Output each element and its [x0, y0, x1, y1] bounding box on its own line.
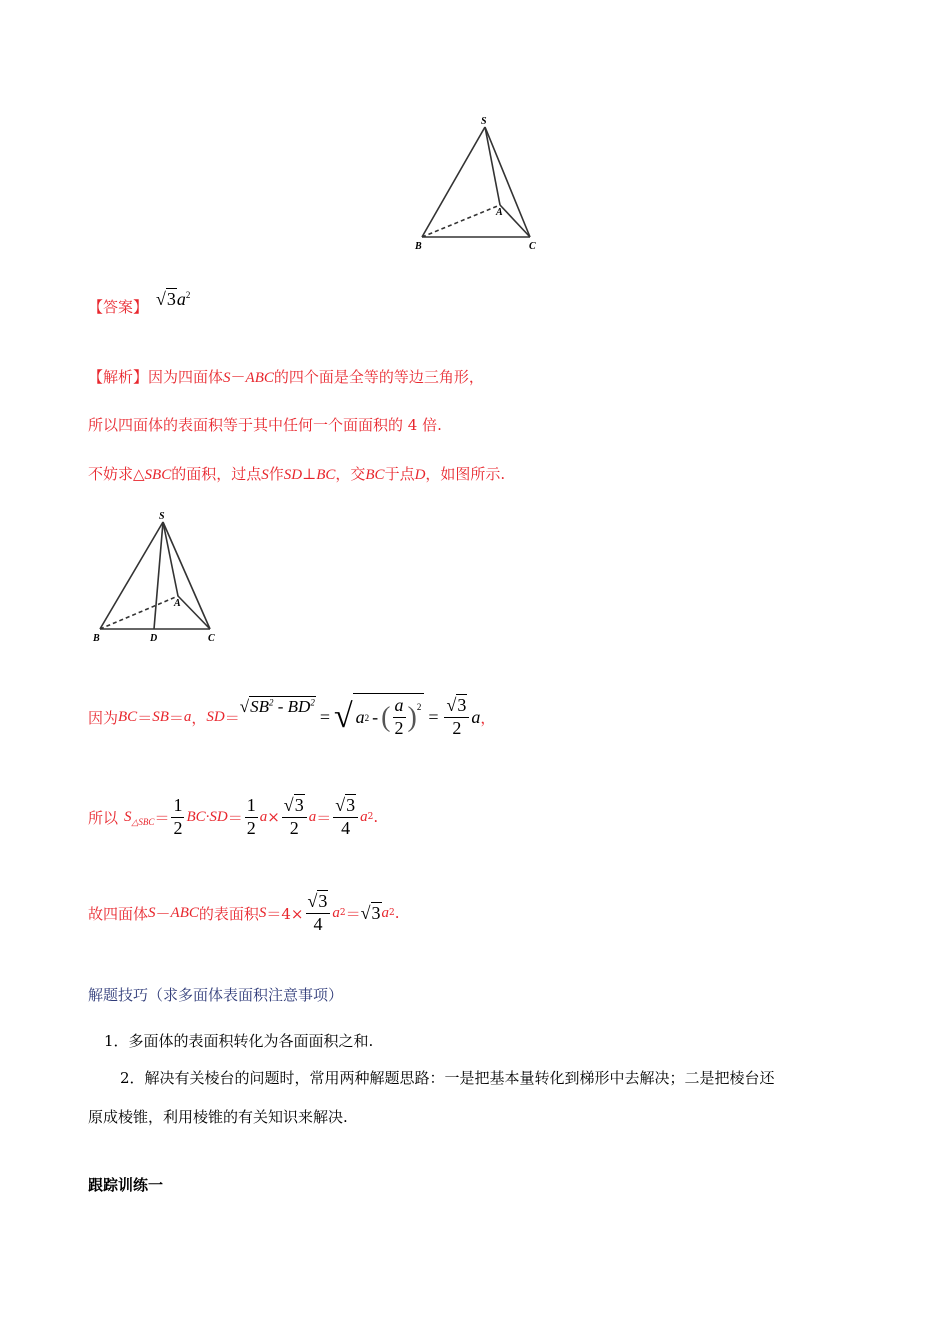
label-c: C — [208, 633, 215, 644]
tips-item-2b: 原成棱锥，利用棱锥的有关知识来解决. — [88, 1108, 348, 1126]
label-b: B — [93, 633, 100, 644]
label-c: C — [529, 241, 536, 252]
tetrahedron-figure-1 — [405, 112, 555, 257]
label-s: S — [481, 116, 487, 127]
equation-line-3: 故四面体 S － ABC 的表面积 S ＝4× $\frac{√3}{4}$ a 2 ＝ √3 a 2 . — [88, 890, 400, 934]
edge-ac — [178, 596, 210, 629]
label-a: A — [496, 207, 503, 218]
tips-item-2a: 2．解决有关棱台的问题时，常用两种解题思路：一是把基本量转化到梯形中去解决；二是把棱台还 — [120, 1069, 775, 1087]
label-d: D — [150, 633, 158, 644]
tips-item-1: 1．多面体的表面积转化为各面面积之和. — [104, 1032, 374, 1050]
answer-line — [88, 289, 191, 317]
label-b: B — [415, 241, 422, 252]
answer-value: $√3a^2$ — [156, 289, 191, 309]
edge-ba-hidden — [422, 205, 500, 237]
frac-sqrt3-over-2: $\frac{√3}{2}$ — [444, 696, 469, 739]
edge-sd — [154, 522, 163, 629]
sqrt-a-frac: √ a 2 - ( $\frac{a}{2}$ ) $^2$ — [334, 693, 424, 741]
edge-sa — [163, 522, 178, 596]
equation-line-2: 所以 S △SBC ＝ $\frac{1}{2}$ BC·SD ＝ $\frac{1}{2}$ a × $\frac{√3}{2}$ a ＝ $\frac{√3}{4}$ a 2 . — [88, 794, 379, 838]
equation-line-1: 因为 BC ＝ SB ＝ a ， SD ＝ $√SB^2 - BD^2$ = √ a 2 - ( $\frac{a}{2}$ ) $^2$ = $\frac{√3}{2}$ a ， — [88, 690, 495, 744]
edge-sb — [100, 522, 163, 629]
exercise-title: 跟踪训练一 — [88, 1176, 164, 1194]
label-a: A — [174, 598, 181, 609]
answer-tag: 【答案】 — [88, 298, 149, 316]
edge-sb — [422, 127, 485, 237]
edge-sc — [163, 522, 210, 629]
edge-ac — [500, 205, 530, 237]
tetrahedron-figure-2 — [88, 506, 228, 648]
edge-sa — [485, 127, 500, 205]
edge-sc — [485, 127, 530, 237]
label-s: S — [159, 511, 165, 522]
edge-ba-hidden — [100, 596, 178, 629]
sqrt-sb-bd: $√SB^2 - BD^2$ — [239, 697, 315, 716]
analysis-line-3: 不妨求△SBC的面积，过点S作SD⊥BC，交BC于点D，如图所示. — [88, 465, 506, 483]
tips-title: 解题技巧（求多面体表面积注意事项） — [88, 986, 344, 1004]
analysis-line-2: 所以四面体的表面积等于其中任何一个面面积的 4 倍. — [88, 416, 442, 434]
analysis-line-1: 【解析】因为四面体S－ABC的四个面是全等的等边三角形， — [88, 368, 484, 386]
